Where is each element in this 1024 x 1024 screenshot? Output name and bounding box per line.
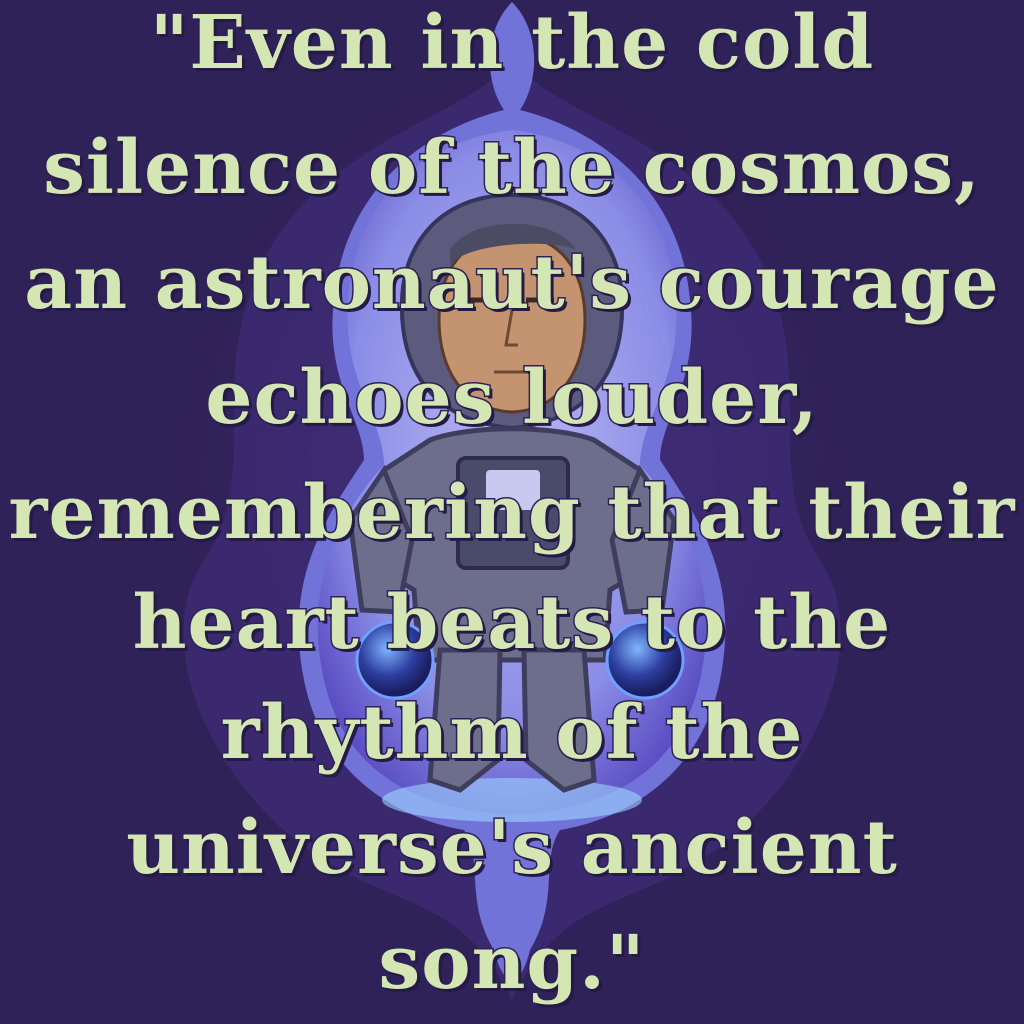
quote-line: remembering that their [8,470,1016,556]
quote-line: heart beats to the [132,580,892,666]
quote-line: rhythm of the [220,690,804,776]
quote-line: silence of the cosmos, [43,125,981,211]
quote-line: an astronaut's courage [24,240,1000,326]
quote-line: universe's ancient [126,805,898,891]
quote-line: "Even in the cold [149,0,875,86]
quote-line: echoes louder, [205,355,819,441]
quote-line: song." [378,920,646,1006]
